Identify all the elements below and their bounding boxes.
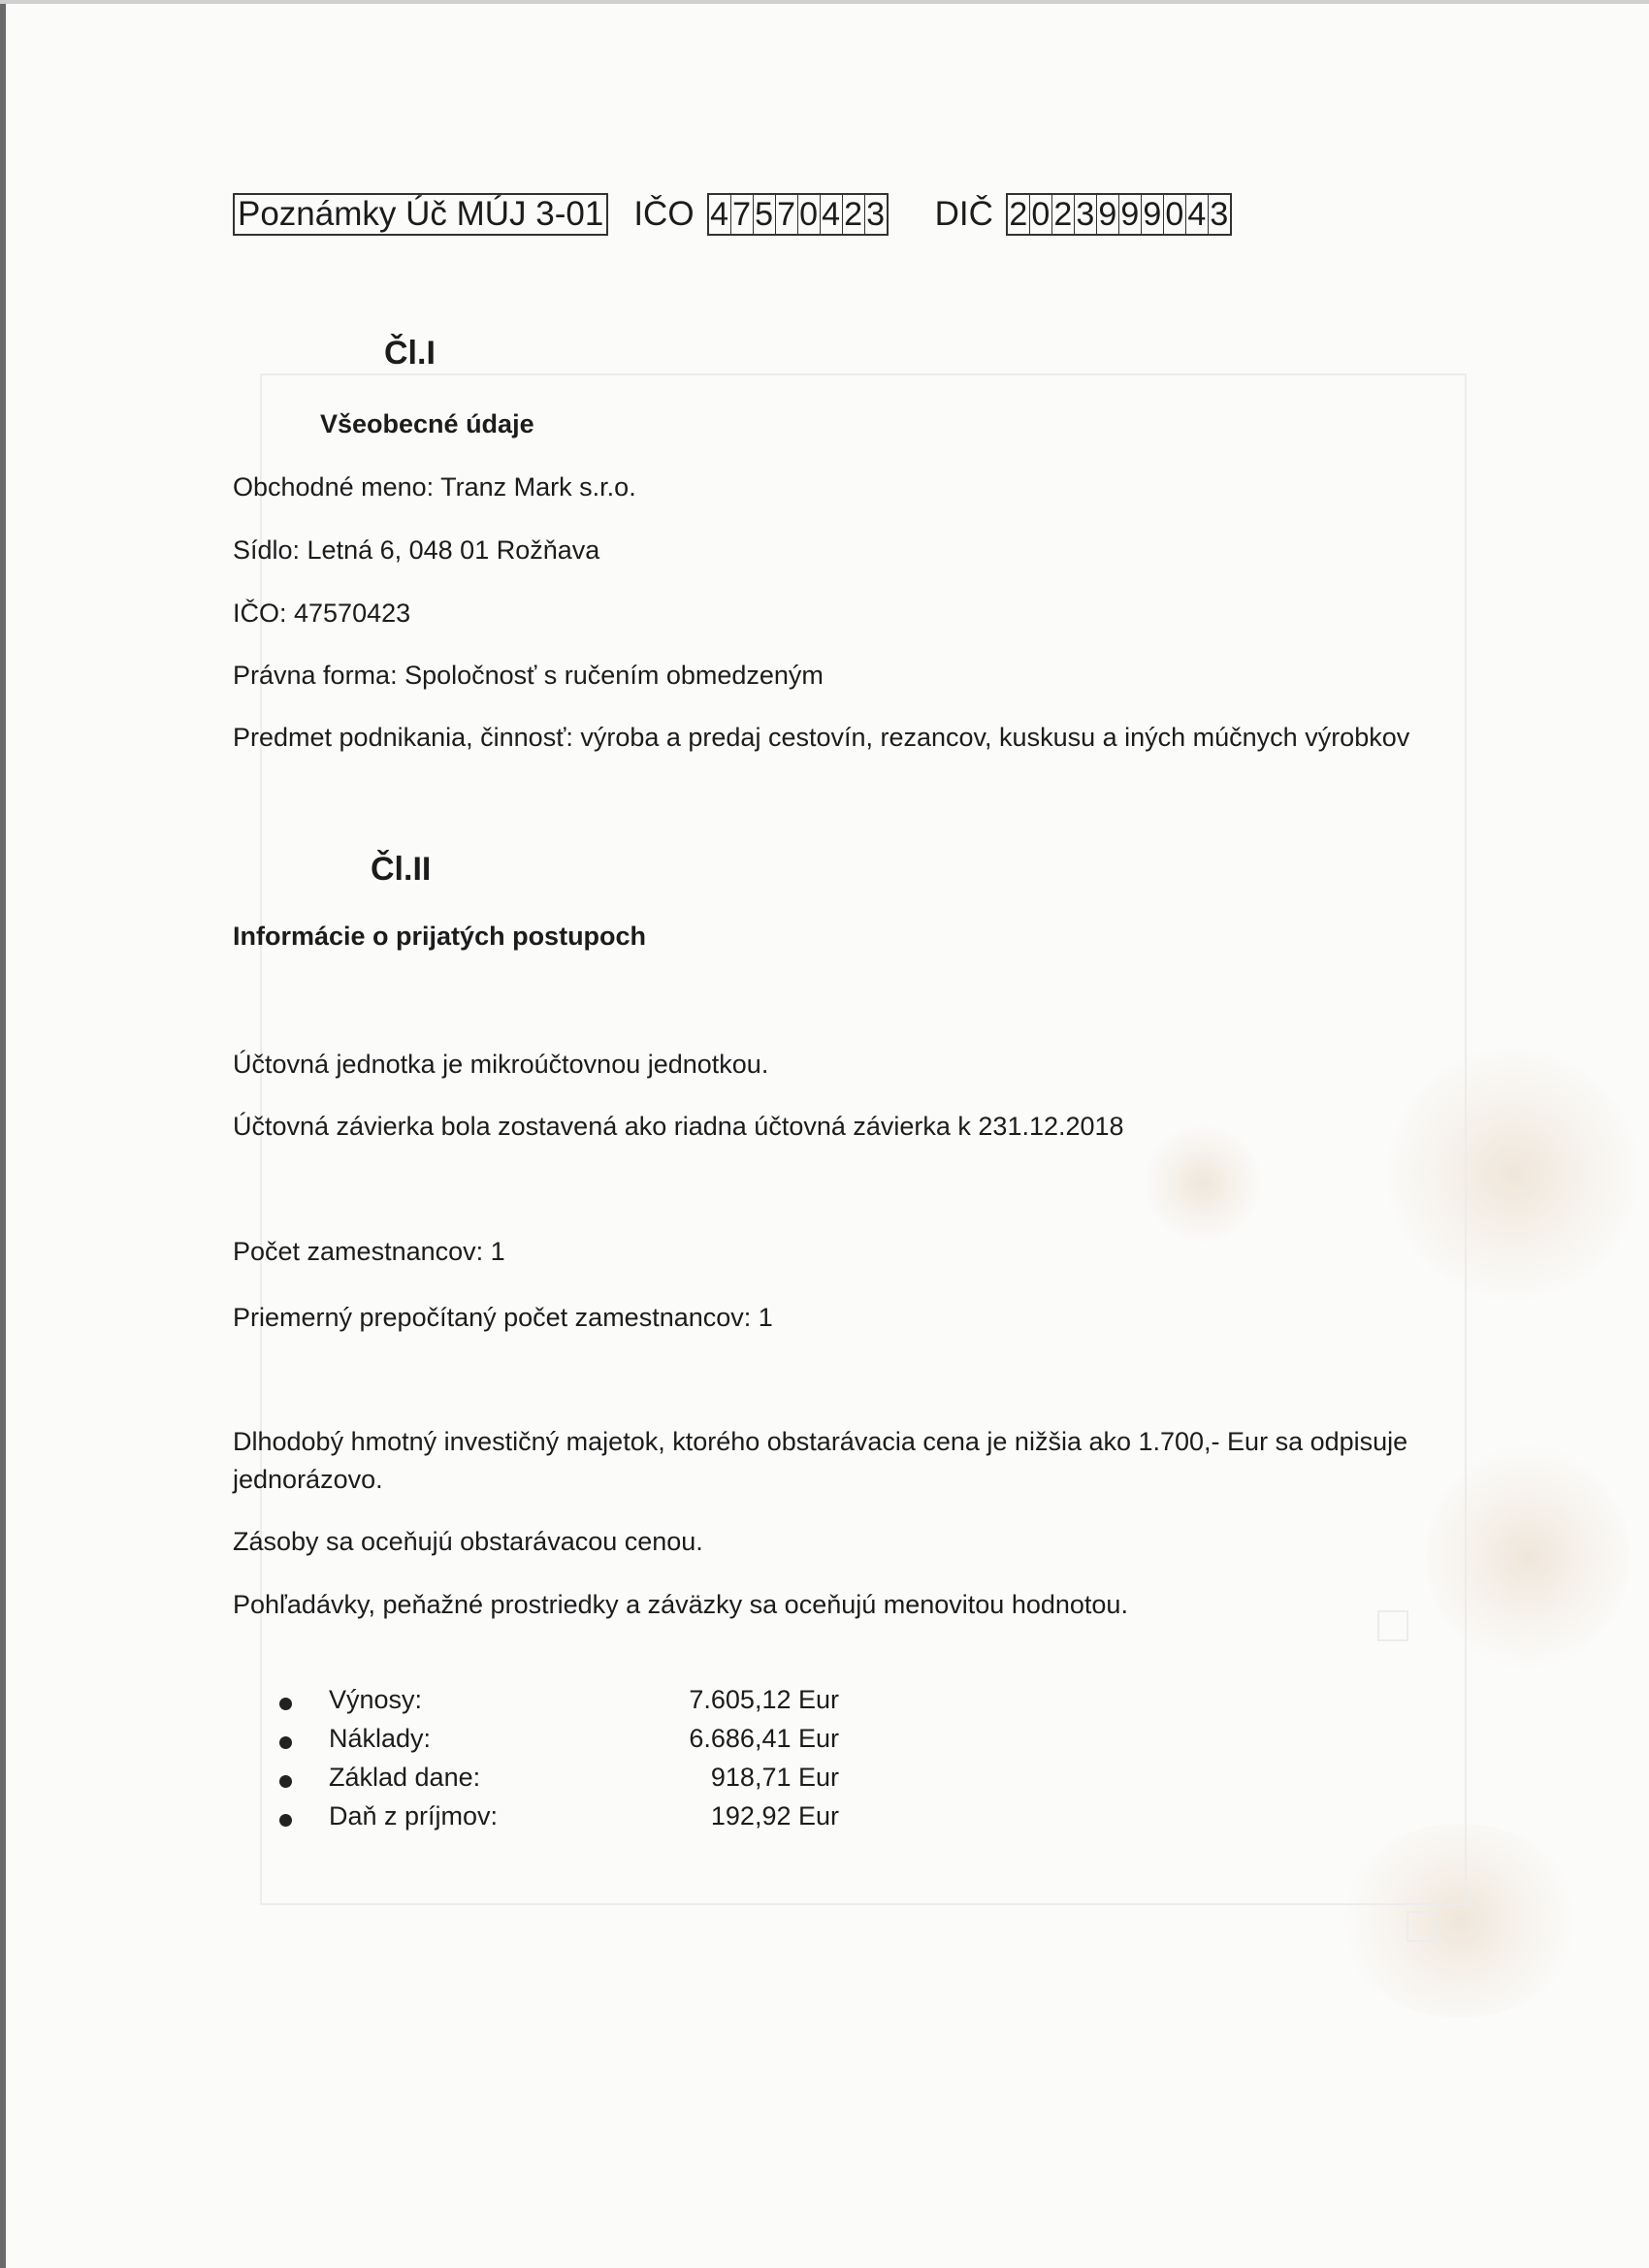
ico-digit: 5 bbox=[753, 195, 775, 234]
income-tax-label: Daň z príjmov: bbox=[329, 1801, 499, 1831]
ico-digit: 7 bbox=[775, 195, 797, 234]
unit-type-text: Účtovná jednotka je mikroúčtovnou jednotkou. bbox=[233, 1050, 769, 1079]
dic-digit: 4 bbox=[1185, 195, 1208, 234]
dic-digit: 9 bbox=[1096, 195, 1118, 234]
employees-count: Počet zamestnancov: 1 bbox=[233, 1237, 505, 1266]
scan-edge bbox=[0, 0, 6, 2268]
company-ico: IČO: 47570423 bbox=[233, 599, 411, 628]
depreciation-policy: Dlhodobý hmotný investičný majetok, ktorého obstarávacia cena je nižšia ako 1.700,- Eur sa odpisuje bbox=[233, 1427, 1408, 1456]
depreciation-policy-cont: jednorázovo. bbox=[233, 1465, 383, 1494]
average-employees: Priemerný prepočítaný počet zamestnancov: 1 bbox=[233, 1303, 773, 1332]
tax-base-value: 918,71 Eur bbox=[710, 1763, 839, 1792]
bleed-through-box bbox=[1377, 1610, 1408, 1641]
costs-label: Náklady: bbox=[329, 1724, 432, 1753]
section-2-number: Čl.II bbox=[371, 851, 432, 888]
ico-label: IČO bbox=[633, 195, 695, 233]
dic-digit: 0 bbox=[1029, 195, 1051, 234]
closing-date-text: Účtovná závierka bola zostavená ako riadna účtovná závierka k 231.12.2018 bbox=[233, 1112, 1124, 1141]
bullet-icon bbox=[279, 1814, 292, 1827]
legal-form: Právna forma: Spoločnosť s ručením obmedzeným bbox=[233, 661, 824, 690]
header-line bbox=[233, 193, 1232, 236]
dic-digit: 3 bbox=[1074, 195, 1096, 234]
ico-cells bbox=[707, 193, 889, 236]
revenue-value: 7.605,12 Eur bbox=[689, 1685, 839, 1714]
company-name: Obchodné meno: Tranz Mark s.r.o. bbox=[233, 472, 636, 502]
tax-base-label: Základ dane: bbox=[329, 1763, 481, 1792]
company-address: Sídlo: Letná 6, 048 01 Rožňava bbox=[233, 535, 600, 565]
dic-digit: 3 bbox=[1208, 195, 1230, 234]
section-1-number: Čl.I bbox=[384, 335, 436, 372]
ico-digit: 4 bbox=[820, 195, 842, 234]
section-2-heading: Informácie o prijatých postupoch bbox=[233, 922, 647, 951]
dic-cells bbox=[1006, 193, 1232, 236]
income-tax-value: 192,92 Eur bbox=[710, 1801, 839, 1831]
bleed-through-box bbox=[1406, 1911, 1438, 1942]
dic-digit: 2 bbox=[1009, 196, 1028, 233]
dic-digit: 9 bbox=[1118, 195, 1141, 234]
business-activity: Predmet podnikania, činnosť: výroba a predaj cestovín, rezancov, kuskusu a iných múčnych výrobkov bbox=[233, 723, 1410, 752]
dic-digit: 2 bbox=[1051, 195, 1074, 234]
bullet-icon bbox=[279, 1736, 292, 1749]
document-title: Poznámky Úč MÚJ 3-01 bbox=[233, 193, 608, 236]
ico-digit: 7 bbox=[730, 195, 753, 234]
bullet-icon bbox=[279, 1775, 292, 1788]
ico-digit: 0 bbox=[797, 195, 820, 234]
bullet-icon bbox=[279, 1698, 292, 1710]
ico-digit: 2 bbox=[842, 195, 864, 234]
dic-label: DIČ bbox=[934, 195, 993, 233]
dic-digit: 9 bbox=[1141, 195, 1163, 234]
costs-value: 6.686,41 Eur bbox=[689, 1724, 839, 1753]
section-1-heading: Všeobecné údaje bbox=[320, 409, 534, 438]
ico-digit: 3 bbox=[864, 195, 887, 234]
revenue-label: Výnosy: bbox=[329, 1685, 423, 1714]
scan-edge-top bbox=[0, 0, 1649, 4]
receivables-policy: Pohľadávky, peňažné prostriedky a záväzky sa oceňujú menovitou hodnotou. bbox=[233, 1590, 1128, 1619]
dic-digit: 0 bbox=[1163, 195, 1185, 234]
inventory-policy: Zásoby sa oceňujú obstarávacou cenou. bbox=[233, 1527, 703, 1556]
ico-digit: 4 bbox=[710, 196, 729, 233]
